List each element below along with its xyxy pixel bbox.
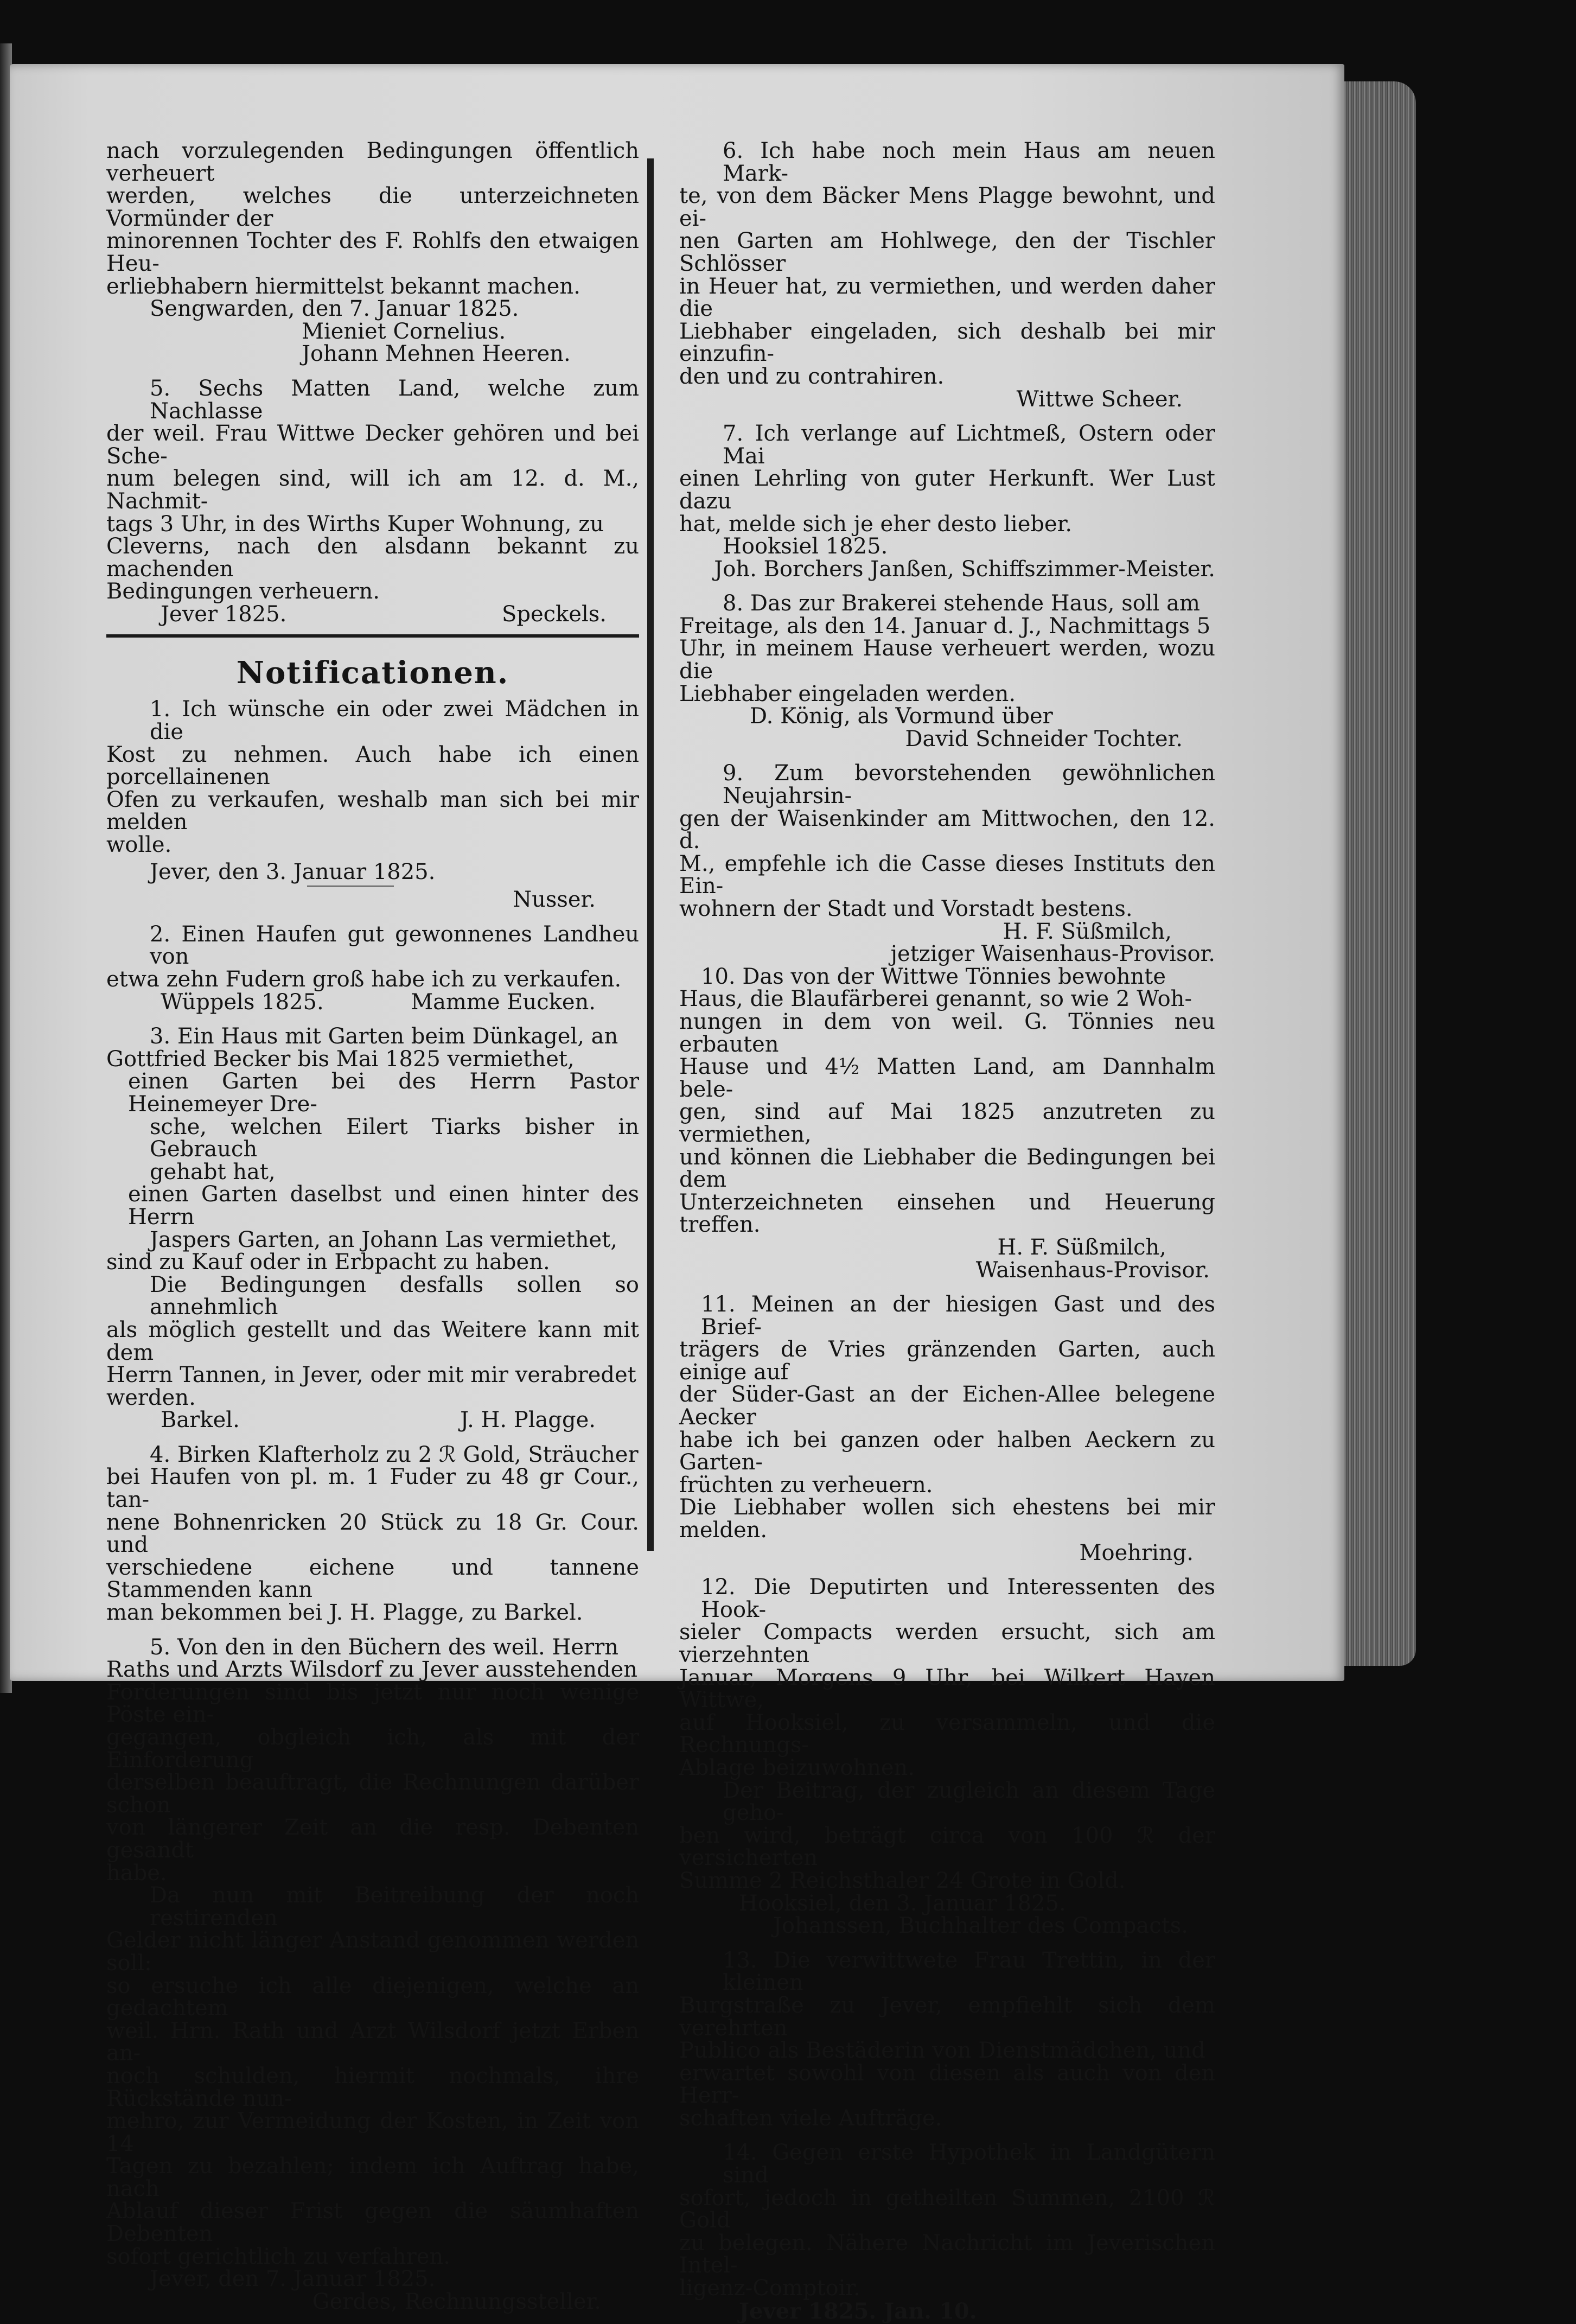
text-line: Forderungen sind bis jetzt nur noch wenige Pöste ein- [106, 1679, 639, 1728]
text-line: ligenz-Comptoir. [679, 2276, 860, 2301]
text-line: 8. Das zur Brakerei stehende Haus, soll am [723, 591, 1200, 616]
signer: Speckels. [501, 601, 607, 627]
text-line: einen Garten bei des Herrn Pastor Heinemeyer Dre- [128, 1069, 639, 1117]
place-date: Jever, den 7. Januar 1825. [150, 2266, 436, 2292]
text-line: 14. Gegen erste Hypothek in Landgütern sind [723, 2140, 1215, 2188]
text-line: in Heuer hat, zu vermiethen, und werden daher die [679, 273, 1215, 322]
text-line: Liebhaber eingeladen werden. [679, 681, 1016, 706]
signature-row [106, 1409, 639, 1432]
notice-8 [679, 593, 1215, 750]
signer: D. König, als Vormund über [750, 704, 1053, 729]
signer: Mamme Eucken. [411, 989, 596, 1015]
place-date: Sengwarden, den 7. Januar 1825. [150, 296, 519, 322]
notice-14 [679, 2142, 1215, 2322]
notice-4 [106, 1444, 639, 1625]
signer: Moehring. [1079, 1540, 1194, 1565]
text-line: der Süder-Gast an der Eichen-Allee belegene Aecker [679, 1382, 1215, 1430]
text-line: wolle. [106, 832, 172, 858]
text-line: 2. Einen Haufen gut gewonnenes Landheu von [150, 921, 639, 970]
text-line: sieler Compacts werden ersucht, sich am vierzehnten [679, 1620, 1215, 1667]
text-line: 10. Das von der Wittwe Tönnies bewohnte [701, 964, 1166, 989]
text-line: und können die Liebhaber die Bedingungen bei dem [679, 1144, 1215, 1193]
text-line: erwartet sowohl von diesen als auch von den Herr- [679, 2060, 1215, 2109]
text-line: 5. Von den in den Büchern des weil. Herrn [150, 1634, 619, 1660]
notice-5-land [106, 375, 639, 627]
text-line: Der Beitrag, der zugleich an diesem Tage geho- [723, 1778, 1215, 1826]
signer: Joh. Borchers Janßen, Schiffszimmer-Meister. [714, 556, 1215, 582]
notice-10 [679, 966, 1215, 1282]
text-line: gen, sind auf Mai 1825 anzutreten zu vermiethen, [679, 1099, 1215, 1147]
text-line: 9. Zum bevorstehenden gewöhnlichen Neujahrsin- [723, 761, 1215, 809]
text-line: nach vorzulegenden Bedingungen öffentlich verheuert [106, 138, 639, 186]
text-line: gegangen, obgleich ich, als mit der Einforderung [106, 1725, 639, 1773]
text-line: Bedingungen verheuern. [106, 579, 380, 604]
text-line: verschiedene eichene und tannene Stammenden kann [106, 1555, 639, 1603]
signer: H. F. Süßmilch, [1003, 919, 1172, 944]
text-line: mehro, zur Vermeidung der Kosten, in Zeit von 14 [106, 2109, 639, 2156]
notice-12 [679, 1576, 1215, 1938]
text-line: sofort gerichtlich zu verfahren. [106, 2244, 450, 2269]
text-line: Tagen zu bezahlen; indem ich Auftrag habe, nach [106, 2154, 639, 2201]
signer: Johanssen, Buchhalter des Compacts. [773, 1913, 1188, 1939]
text-line: erliebhabern hiermittelst bekannt machen. [106, 273, 580, 299]
text-line: 5. Sechs Matten Land, welche zum Nachlasse [150, 375, 639, 424]
text-line: einen Lehrling von guter Herkunft. Wer Lust dazu [679, 466, 1215, 514]
signature-row [106, 991, 639, 1014]
text-line: Liebhaber eingeladen, sich deshalb bei mir einzufin- [679, 319, 1215, 367]
place-date: Wüppels 1825. [161, 989, 324, 1015]
text-line: minorennen Tochter des F. Rohlfs den etwaigen Heu- [106, 228, 639, 276]
short-rule [307, 886, 394, 887]
signer: Nusser. [513, 887, 596, 913]
text-line: ben wird, beträgt circa von 100 ℛ der versicherten [679, 1823, 1215, 1871]
section-divider [106, 634, 639, 638]
text-line: 1. Ich wünsche ein oder zwei Mädchen in die [150, 697, 639, 745]
text-line: Ablage beizuwohnen. [679, 1755, 915, 1780]
text-line: noch schulden, hiermit nochmals, ihre Rückstände nun- [106, 2063, 639, 2111]
text-line: 12. Die Deputirten und Interessenten des Hook- [701, 1575, 1215, 1622]
signer: Waisenhaus-Provisor. [975, 1257, 1210, 1283]
text-line: nen Garten am Hohlwege, den der Tischler Schlösser [679, 228, 1215, 276]
text-line: von längerer Zeit an die resp. Debenten gesandt [106, 1815, 639, 1863]
text-line: bei Haufen von pl. m. 1 Fuder zu 48 gr Cour., tan- [106, 1465, 639, 1513]
text-line: Januar, Morgens 9 Uhr, bei Wilkert Hayen Wittwe, [679, 1665, 1215, 1713]
text-line: 13. Die verwittwete Frau Trettin, in der kleinen [723, 1947, 1215, 1996]
signer: Gerdes, Rechnungssteller. [312, 2289, 601, 2314]
text-line: werden. [106, 1385, 196, 1410]
notice-7 [679, 423, 1215, 581]
text-line: Uhr, in meinem Hause verheuert werden, wozu die [679, 636, 1215, 684]
signer: jetziger Waisenhaus-Provisor. [890, 941, 1215, 967]
text-line: habe ich bei ganzen oder halben Aeckern zu Garten- [679, 1427, 1215, 1475]
notice-5 [106, 1634, 639, 2314]
text-line: Unterzeichneten einsehen und Heuerung treffen. [679, 1189, 1215, 1238]
signer: H. F. Süßmilch, [997, 1234, 1166, 1260]
text-line: trägers de Vries gränzenden Garten, auch einige auf [679, 1337, 1215, 1385]
text-line: einen Garten daselbst und einen hinter des Herrn [128, 1182, 639, 1230]
issue-date: Jever 1825. Jan. 10. [739, 2298, 977, 2324]
text-line: so ersuche ich alle diejenigen, welche an gedachtem [106, 1973, 639, 2021]
signer: Wittwe Scheer. [1016, 386, 1183, 412]
left-column [106, 140, 639, 2313]
text-line: werden, welches die unterzeichneten Vormünder der [106, 183, 639, 231]
notice-9 [679, 762, 1215, 965]
text-line: nungen in dem von weil. G. Tönnies neu erbauten [679, 1009, 1215, 1057]
signer: Johann Mehnen Heeren. [302, 341, 571, 367]
text-line: Publico als Bestäderin von Dienstmädchen, und [679, 2038, 1205, 2064]
text-line: Cleverns, nach den alsdann bekannt zu machenden [106, 534, 639, 582]
text-line: Summe 2 Reichsthaler 24 Grote in Gold. [679, 1868, 1126, 1893]
text-line: hat, melde sich je eher desto lieber. [679, 511, 1073, 537]
text-line: Gottfried Becker bis Mai 1825 vermiethet, [106, 1046, 575, 1072]
text-line: habe. [106, 1860, 167, 1886]
notice-3 [106, 1026, 639, 1432]
text-line: 4. Birken Klafterholz zu 2 ℛ Gold, Sträucher [150, 1442, 639, 1467]
place-date: Barkel. [161, 1408, 240, 1433]
place-date: Jever 1825. [161, 601, 287, 627]
text-line: num belegen sind, will ich am 12. d. M., Nachmit- [106, 466, 639, 514]
text-line: derselben beauftragt, die Rechnungen darüber schon [106, 1770, 639, 1818]
right-column [679, 140, 1215, 2322]
text-line: zu belegen. Nähere Nachricht im Jeverischen Intel- [679, 2230, 1215, 2278]
text-line: 7. Ich verlange auf Lichtmeß, Ostern oder Mai [723, 421, 1215, 469]
place-date: Jever, den 3. Januar 1825. [150, 859, 436, 884]
text-line: Freitage, als den 14. Januar d. J., Nachmittags 5 [679, 613, 1211, 639]
notice-13 [679, 1947, 1215, 2131]
text-line: tags 3 Uhr, in des Wirths Kuper Wohnung, zu [106, 511, 604, 537]
signer: David Schneider Tochter. [905, 726, 1183, 752]
text-line: Ofen zu verkaufen, weshalb man sich bei mir melden [106, 787, 639, 835]
text-line: te, von dem Bäcker Mens Plagge bewohnt, und ei- [679, 183, 1215, 231]
text-line: sind zu Kauf oder in Erbpacht zu haben. [106, 1250, 550, 1275]
text-line: gen der Waisenkinder am Mittwochen, den 12. d. [679, 806, 1215, 854]
signer: J. H. Plagge. [460, 1408, 596, 1433]
text-line: 6. Ich habe noch mein Haus am neuen Mark- [723, 138, 1215, 186]
section-title: Notificationen. [236, 655, 509, 691]
text-line: Herrn Tannen, in Jever, oder mit mir verabredet [106, 1362, 636, 1388]
column-divider [647, 158, 654, 1551]
text-line: man bekommen bei J. H. Plagge, zu Barkel. [106, 1600, 583, 1626]
text-line: etwa zehn Fudern groß habe ich zu verkaufen. [106, 967, 622, 992]
text-line: Ablauf dieser Frist gegen die säumhaften Debenten [106, 2199, 639, 2247]
intro-notice [106, 140, 639, 366]
text-line: Haus, die Blaufärberei genannt, so wie 2 Woh- [679, 986, 1192, 1012]
text-line: Gelder nicht länger Anstand genommen werden soll: [106, 1928, 639, 1976]
notice-1 [106, 698, 639, 911]
text-line: Die Liebhaber wollen sich ehestens bei mir melden. [679, 1495, 1215, 1543]
text-line: den und zu contrahiren. [679, 364, 945, 389]
text-line: M., empfehle ich die Casse dieses Instituts den Ein- [679, 851, 1215, 899]
signature-row [106, 603, 639, 626]
text-line: nene Bohnenricken 20 Stück zu 18 Gr. Cour. und [106, 1510, 639, 1558]
text-line: Raths und Arzts Wilsdorf zu Jever ausstehenden [106, 1657, 638, 1683]
text-line: Die Bedingungen desfalls sollen so annehmlich [150, 1272, 639, 1320]
text-line: sofort, jedoch in getheilten Summen, 2100 ℛ Gold [679, 2185, 1215, 2233]
text-line: 11. Meinen an der hiesigen Gast und des Brief- [701, 1292, 1215, 1340]
text-line: Burgstraße zu Jever, empfiehlt sich dem verehrten [679, 1992, 1215, 2041]
text-line: weil. Hrn. Rath und Arzt Wilsdorf jetzt Erben an- [106, 2018, 639, 2066]
text-line: auf Hooksiel, zu versammeln, und die Rechnungs- [679, 1710, 1215, 1758]
signer: Mieniet Cornelius. [302, 319, 506, 344]
place-date: Hooksiel 1825. [723, 534, 888, 559]
text-line: wohnern der Stadt und Vorstadt bestens. [679, 896, 1133, 921]
notice-2 [106, 921, 639, 1015]
text-line: früchten zu verheuern. [679, 1472, 933, 1498]
notice-11 [679, 1294, 1215, 1564]
text-line: als möglich gestellt und das Weitere kann mit dem [106, 1317, 639, 1365]
notice-6 [679, 140, 1215, 411]
text-line: Jaspers Garten, an Johann Las vermiethet, [150, 1227, 617, 1252]
text-line: sche, welchen Eilert Tiarks bisher in Gebrauch [150, 1114, 639, 1162]
text-line: schaften viele Aufträge. [679, 2105, 942, 2131]
text-line: Da nun mit Beitreibung der noch restirenden [150, 1883, 639, 1931]
text-line: gehabt hat, [150, 1159, 276, 1185]
text-line: Hause und 4½ Matten Land, am Dannhalm bele- [679, 1054, 1215, 1102]
text-line: 3. Ein Haus mit Garten beim Dünkagel, an [150, 1024, 618, 1049]
text-line: der weil. Frau Wittwe Decker gehören und bei Sche- [106, 421, 639, 469]
text-line: Kost zu nehmen. Auch habe ich einen porcellainenen [106, 742, 639, 790]
place-date: Hooksiel, den 3. Januar 1825. [739, 1890, 1066, 1916]
